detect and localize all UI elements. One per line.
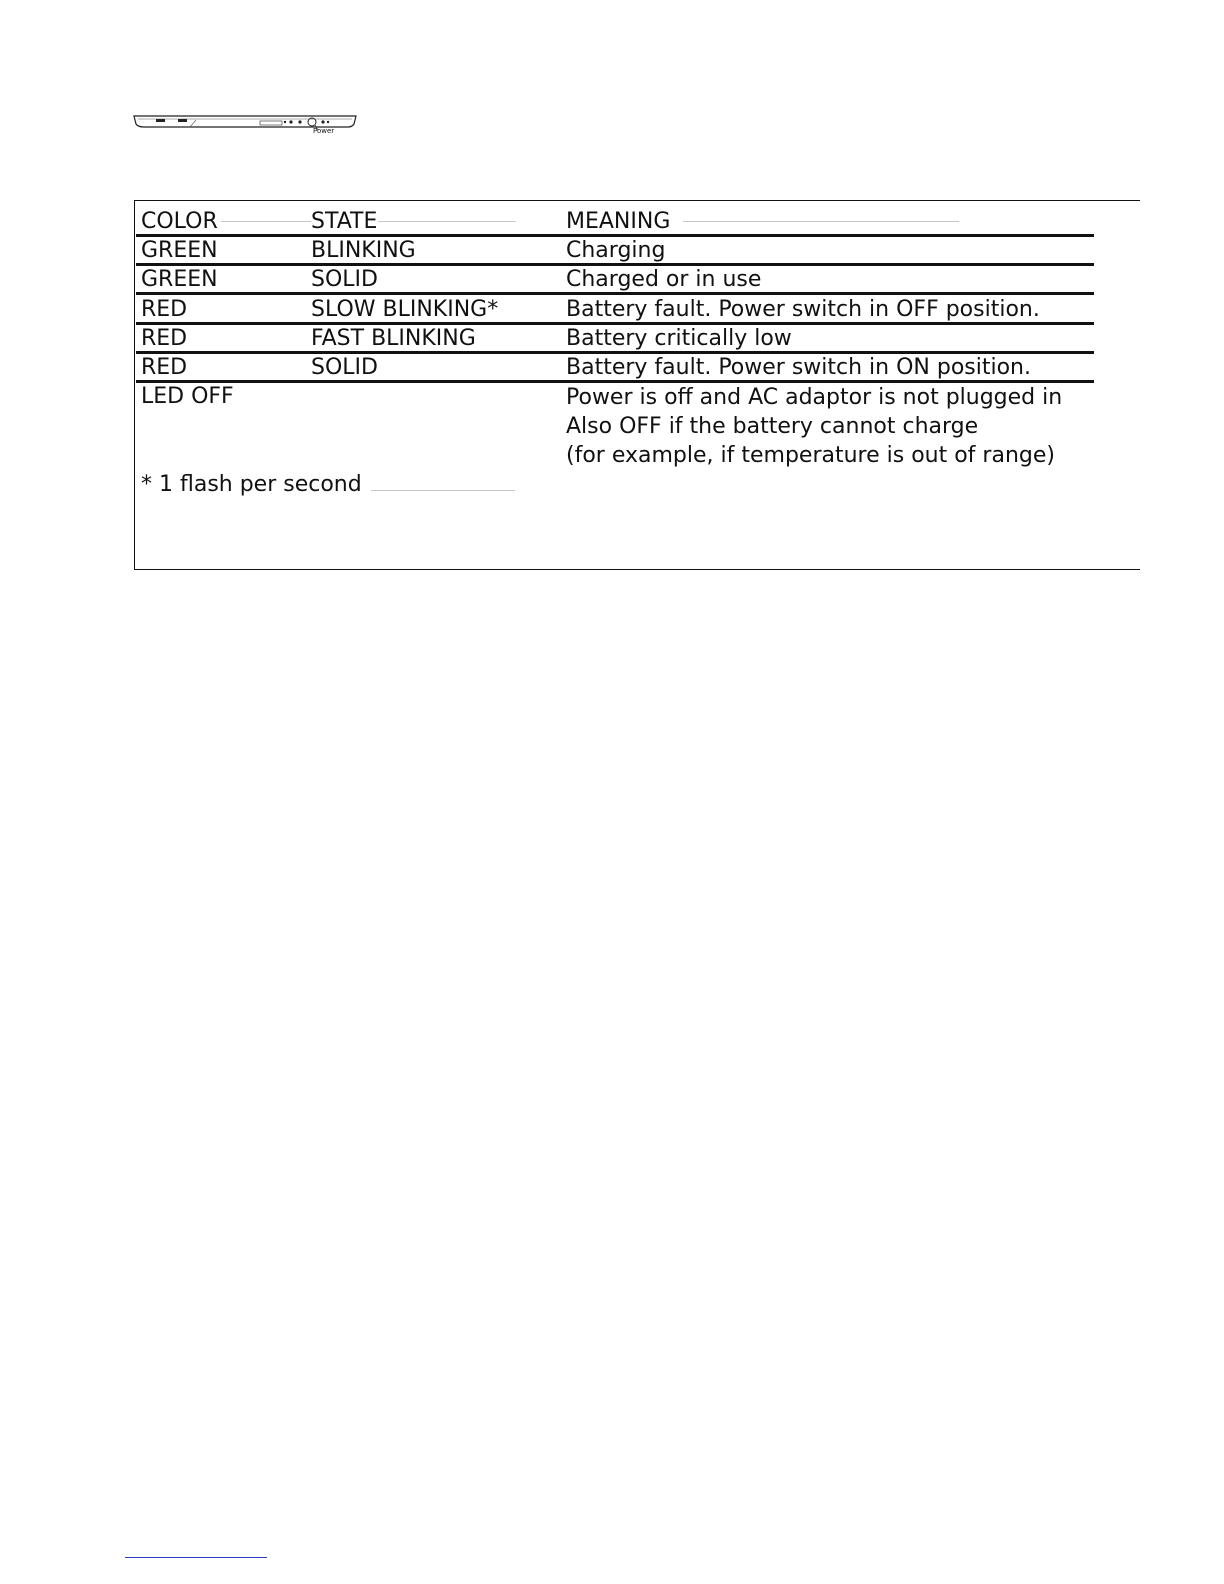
header-guide-line	[378, 221, 516, 222]
row-meaning: Battery fault. Power switch in ON position.	[566, 355, 1031, 380]
row-meaning: Battery fault. Power switch in OFF position.	[566, 297, 1040, 322]
row-state: SOLID	[311, 355, 378, 380]
header-guide-line	[683, 221, 959, 222]
row-state: FAST BLINKING	[311, 326, 476, 351]
led-status-table	[134, 200, 1140, 570]
led-off-meaning-line: Power is off and AC adaptor is not plugged in	[566, 385, 1063, 410]
row-color: LED OFF	[141, 384, 234, 409]
table-row	[135, 296, 1095, 324]
header-meaning: MEANING	[566, 209, 671, 234]
row-state: SLOW BLINKING*	[311, 297, 499, 322]
table-header	[135, 208, 1095, 236]
power-label: Power	[313, 127, 335, 135]
footnote-guide-line	[371, 490, 515, 491]
row-state: BLINKING	[311, 238, 416, 263]
row-color: GREEN	[141, 238, 218, 263]
table-row	[135, 237, 1095, 265]
header-guide-line	[221, 221, 311, 222]
led-off-meaning-line: Also OFF if the battery cannot charge	[566, 414, 979, 439]
footnote: * 1 flash per second	[141, 472, 362, 497]
led-off-meaning	[566, 383, 1062, 470]
row-color: RED	[141, 326, 188, 351]
row-state: SOLID	[311, 267, 378, 292]
header-color: COLOR	[141, 209, 218, 234]
footnote-separator	[125, 1557, 267, 1558]
table-row	[135, 325, 1095, 353]
row-meaning: Charging	[566, 238, 666, 263]
row-meaning: Charged or in use	[566, 267, 762, 292]
led-off-meaning-line: (for example, if temperature is out of range)	[566, 443, 1055, 468]
row-meaning: Battery critically low	[566, 326, 792, 351]
header-state: STATE	[311, 209, 378, 234]
row-color: RED	[141, 297, 188, 322]
row-divider	[136, 292, 1094, 295]
table-row	[135, 354, 1095, 382]
row-color: GREEN	[141, 267, 218, 292]
table-row	[135, 266, 1095, 294]
device-side-illustration	[132, 110, 360, 140]
row-color: RED	[141, 355, 188, 380]
